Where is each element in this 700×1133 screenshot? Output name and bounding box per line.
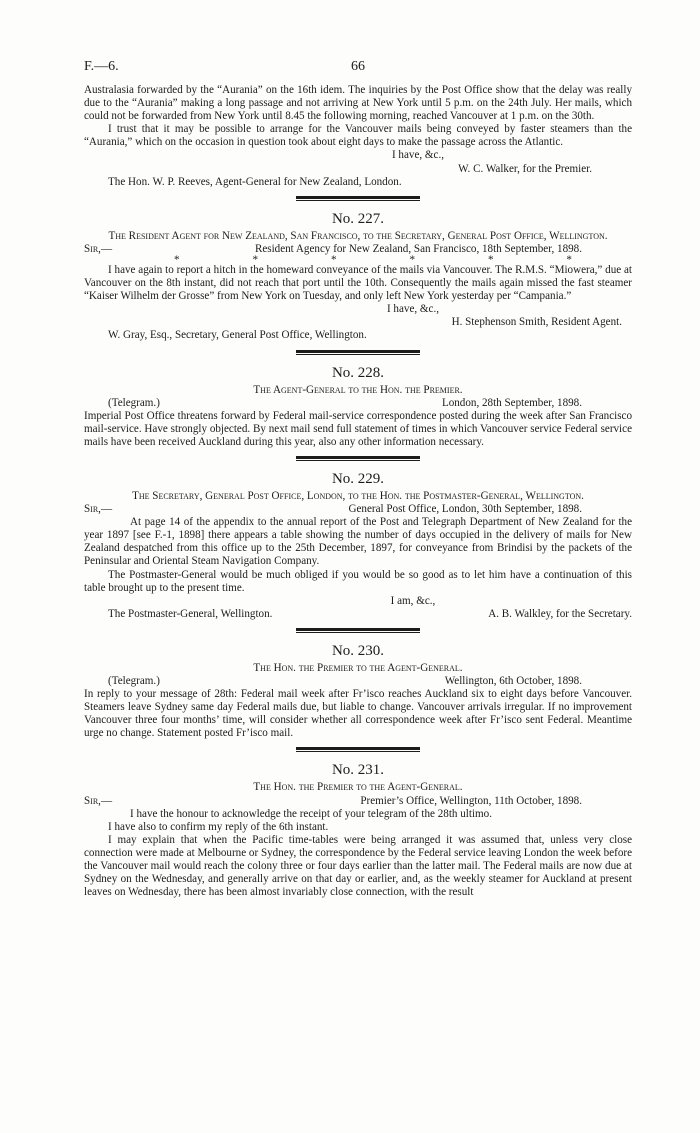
section-divider [296, 751, 420, 752]
letter-231 [84, 761, 632, 899]
salutation-row [84, 795, 632, 808]
salutation-row [84, 503, 632, 516]
parliamentary-paper-number: F.—6. [84, 59, 119, 74]
salutation: Sir,— [84, 503, 113, 516]
closing: I am, &c., [390, 594, 436, 607]
letter-number: No. 231. [331, 762, 385, 779]
place-date: General Post Office, London, 30th September, 1898. [348, 503, 582, 516]
signature: A. B. Walkley, for the Secretary. [488, 607, 632, 620]
paragraph: I have again to report a hitch in the homeward conveyance of the mails via Vancouver. The R.M.S. “Miowera,” due at Vancouver on the 8th instant, did not reach that port until the 10th. Consequently the mails again missed the fast steamer “Kaiser Wilhelm der Grosse” from New York on Tuesday, and only left New York yesterday per “Campania.” [84, 263, 632, 303]
place-date: Resident Agency for New Zealand, San Francisco, 18th September, 1898. [254, 242, 582, 255]
paragraph: At page 14 of the appendix to the annual report of the Post and Telegraph Department of New Zealand for the year 1897 [see F.-1, 1898] there appears a table showing the number of days occupied in the delivery of mails for New Zealand despatched from this office up to the 25th December, 1897, for conveyance from Brindisi by the packets of the Peninsular and Oriental Steam Navigation Company. [84, 516, 632, 568]
letter-heading: The Secretary, General Post Office, London, to the Hon. the Postmaster-General, Wellington. [132, 489, 584, 502]
paragraph: Imperial Post Office threatens forward by Federal mail-service correspondence posted during the week after San Francisco mail-service. Have strongly objected. By next mail send full statement of times in which Vancouver service Federal service mails have been received Auckland during this year, also any other information necessary. [84, 409, 632, 448]
letter-heading: The Agent-General to the Hon. the Premier. [253, 383, 463, 396]
closing: I have, &c., [391, 149, 445, 162]
letter-227 [84, 210, 632, 343]
section-divider [296, 196, 420, 199]
letter-continued [84, 84, 632, 189]
paragraph: I trust that it may be possible to arrange for the Vancouver mails being conveyed by faster steamers than the “Aurania,” which on the occasion in question took about eight days to make the passage across the Atlantic. [84, 123, 632, 149]
telegram-row [84, 675, 632, 688]
signature: W. C. Walker, for the Premier. [458, 162, 592, 175]
paragraph: I have also to confirm my reply of the 6th instant. [108, 820, 329, 833]
section-divider [296, 354, 420, 355]
place-date: London, 28th September, 1898. [441, 396, 582, 409]
telegram-label: (Telegram.) [108, 675, 160, 687]
letter-heading: The Hon. the Premier to the Agent-General. [253, 781, 463, 794]
telegram-label: (Telegram.) [108, 396, 160, 409]
letter-228 [84, 364, 632, 449]
letter-number: No. 228. [331, 364, 385, 381]
addressee: The Hon. W. P. Reeves, Agent-General for New Zealand, London. [108, 175, 402, 188]
page-number: 66 [351, 59, 365, 74]
paragraph: I have the honour to acknowledge the receipt of your telegram of the 28th ultimo. [130, 807, 492, 820]
letter-229 [84, 470, 632, 621]
letter-heading: The Resident Agent for New Zealand, San Francisco, to the Secretary, General Post Office, Wellington. [108, 229, 608, 242]
addressee: W. Gray, Esq., Secretary, General Post Office, Wellington. [108, 329, 367, 342]
letter-230 [84, 642, 632, 741]
paragraph: In reply to your message of 28th: Federal mail week after Fr’isco reaches Auckland six to eight days before Vancouver. Steamers leave Sydney same day Federal mails due, but liable to change. Vancouver arrivals irregular. If no improvement Vancouver three four months’ time, will consider whether all correspondence week after Fr’isco sent Federal. Meantime urge no change. Statement posted Fr’isco mail. [84, 688, 632, 740]
section-divider [296, 200, 420, 201]
paragraph: I may explain that when the Pacific time-tables were being arranged it was assumed that, unless very close connection were made at Melbourne or Sydney, the correspondence by the Federal service leaving London the week before the Vancouver mail would reach the colony three or four days earlier than the latter mail. The Federal mails are now due at Sydney on the Wednesday, and generally arrive on that day or earlier, and, as the weekly steamer for Auckland at present leaves on Wednesday, there has been almost invariably close connection, with the result [84, 833, 632, 899]
section-divider [296, 628, 420, 631]
signature: H. Stephenson Smith, Resident Agent. [451, 316, 622, 329]
salutation-row [84, 243, 632, 256]
section-divider [296, 632, 420, 633]
addressee: The Postmaster-General, Wellington. [108, 607, 273, 620]
section-divider [296, 456, 420, 459]
document-page [84, 60, 632, 899]
page-header [84, 60, 632, 84]
section-divider [296, 460, 420, 461]
salutation: Sir,— [84, 242, 113, 255]
paragraph: The Postmaster-General would be much obliged if you would be so good as to let him have a continuation of this table brought up to the present time. [84, 568, 632, 594]
addressee-row [84, 608, 632, 621]
letter-number: No. 227. [331, 210, 385, 227]
place-date: Premier’s Office, Wellington, 11th October, 1898. [360, 794, 582, 807]
omission-marks: * * * * * * [174, 253, 572, 266]
section-divider [296, 747, 420, 750]
letter-number: No. 229. [331, 470, 385, 487]
paragraph: Australasia forwarded by the “Aurania” on the 16th idem. The inquiries by the Post Office show that the delay was really due to the “Aurania” making a long passage and not arriving at New York until 5 p.m. on the 24th July. Her mails, which could not be forwarded from New York until 8.45 the following morning, reached Vancouver at 1 p.m. on the 30th. [84, 84, 632, 123]
letter-number: No. 230. [331, 642, 385, 659]
section-divider [296, 350, 420, 353]
salutation: Sir,— [84, 794, 113, 807]
closing: I have, &c., [386, 303, 440, 316]
letter-heading: The Hon. the Premier to the Agent-General. [253, 661, 463, 674]
telegram-row [84, 397, 632, 410]
place-date: Wellington, 6th October, 1898. [444, 675, 582, 687]
